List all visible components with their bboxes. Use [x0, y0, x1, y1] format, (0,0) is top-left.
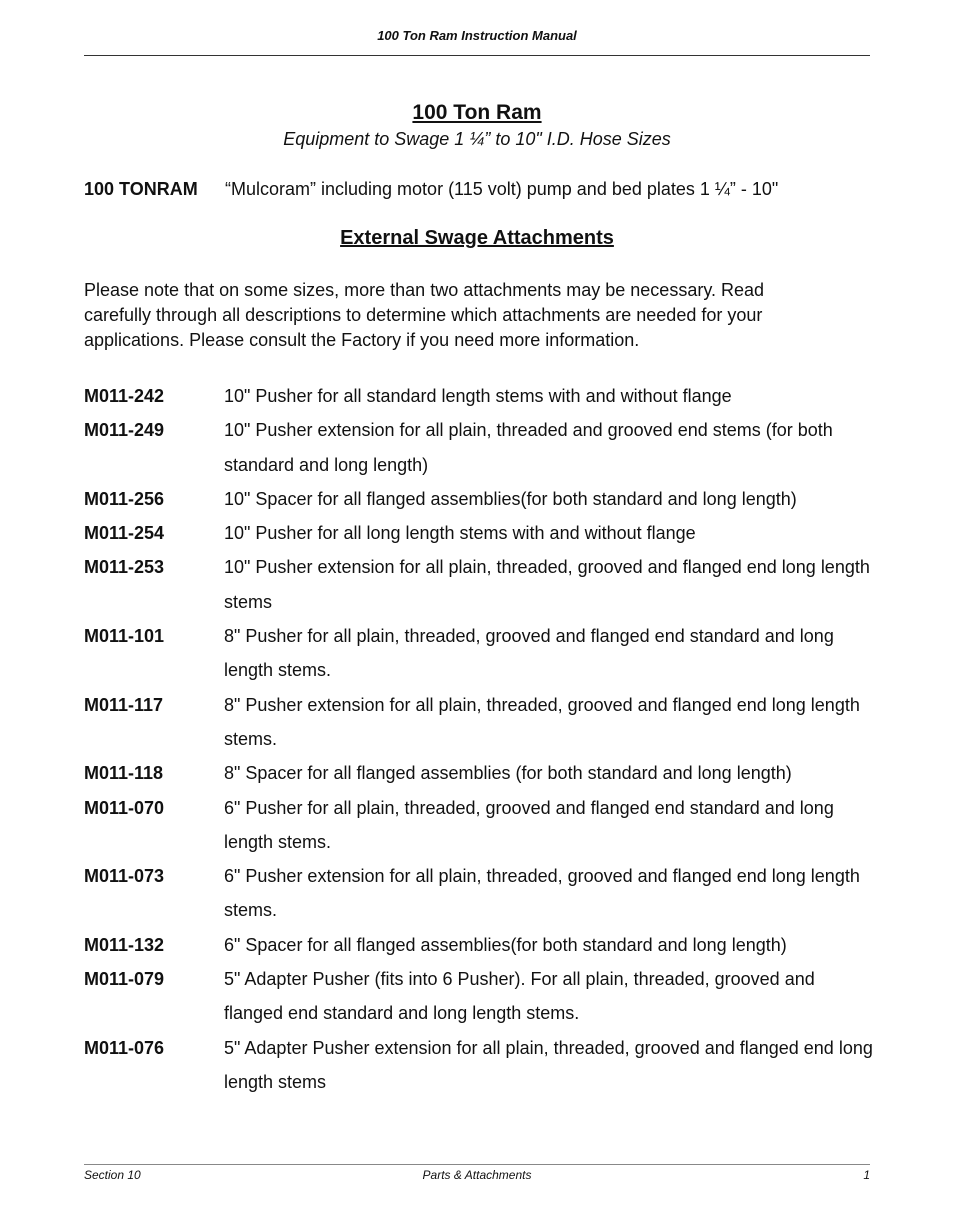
part-row: [84, 928, 874, 962]
part-row: [84, 482, 874, 516]
part-number: M011-253: [84, 557, 165, 578]
part-row: [84, 413, 874, 482]
part-description: 10" Pusher for all standard length stems with and without flange: [224, 386, 732, 406]
part-description: 10" Pusher for all long length stems with and without flange: [224, 523, 696, 544]
header-rule: [84, 55, 870, 56]
part-description: 10" Pusher extension for all plain, threaded, grooved and flanged end long length stems: [224, 557, 870, 612]
part-row: [84, 379, 874, 413]
footer-chapter: Parts & Attachments: [422, 1168, 532, 1182]
product-description: “Mulcoram” including motor (115 volt) pump and bed plates 1 ¼” - 10": [225, 179, 779, 199]
parts-list: [84, 379, 874, 1099]
part-number: M011-070: [84, 797, 165, 818]
part-number: M011-076: [84, 1037, 165, 1058]
intro-paragraph: Please note that on some sizes, more than two attachments may be necessary. Read carefully through all descriptions to determine which attachments are needed for your applications. Please consult the Factory if you need more information.: [84, 280, 765, 350]
part-description: 6" Pusher extension for all plain, threaded, grooved and flanged end long length stems.: [224, 866, 860, 921]
part-number: M011-254: [84, 523, 165, 544]
footer-section: Section 10: [84, 1168, 141, 1182]
document-subtitle: Equipment to Swage 1 ¼” to 10" I.D. Hose Sizes: [283, 129, 671, 149]
part-description: 10" Spacer for all flanged assemblies(for both standard and long length): [224, 488, 797, 509]
part-number: M011-073: [84, 866, 165, 887]
page-number: 1: [863, 1168, 870, 1182]
product-code: 100 TONRAM: [84, 179, 198, 199]
part-number: M011-117: [84, 694, 164, 715]
part-row: [84, 859, 874, 928]
part-number: M011-101: [84, 626, 165, 647]
part-description: 10" Pusher extension for all plain, threaded and grooved end stems (for both standard and long length): [224, 420, 833, 475]
part-description: 5" Adapter Pusher extension for all plain, threaded, grooved and flanged end long length stems: [224, 1037, 873, 1092]
part-description: 8" Pusher for all plain, threaded, grooved and flanged end standard and long length stems.: [224, 626, 834, 681]
document-title: 100 Ton Ram: [412, 101, 542, 124]
part-number: M011-132: [84, 934, 165, 955]
running-header: 100 Ton Ram Instruction Manual: [377, 28, 577, 43]
part-number: M011-256: [84, 488, 165, 509]
page-footer: [84, 1168, 870, 1184]
part-row: [84, 619, 874, 688]
part-number: M011-242: [84, 386, 165, 406]
part-row: [84, 791, 874, 860]
part-description: 5" Adapter Pusher (fits into 6 Pusher). For all plain, threaded, grooved and flanged end standard and long length stems.: [224, 969, 815, 1024]
part-number: M011-118: [84, 763, 164, 784]
part-row: [84, 962, 874, 1031]
part-row: [84, 1031, 874, 1100]
footer-rule: [84, 1164, 870, 1165]
part-description: 6" Spacer for all flanged assemblies(for both standard and long length): [224, 934, 787, 955]
part-row: [84, 688, 874, 757]
part-row: [84, 550, 874, 619]
part-number: M011-079: [84, 969, 165, 990]
part-description: 8" Pusher extension for all plain, threaded, grooved and flanged end long length stems.: [224, 694, 860, 749]
part-description: 6" Pusher for all plain, threaded, grooved and flanged end standard and long length stems.: [224, 797, 834, 852]
product-line: [84, 179, 874, 200]
part-row: [84, 516, 874, 550]
section-heading: External Swage Attachments: [340, 227, 614, 249]
part-number: M011-249: [84, 420, 165, 441]
part-description: 8" Spacer for all flanged assemblies (for both standard and long length): [224, 763, 792, 784]
part-row: [84, 756, 874, 790]
